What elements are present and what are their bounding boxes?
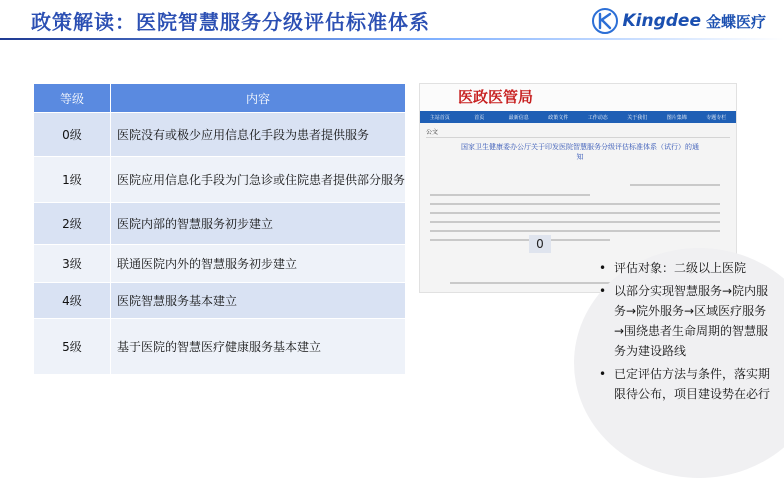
header-level: 等级 — [34, 84, 111, 113]
level-cell: 0级 — [34, 113, 111, 157]
doc-nav-item: 政策文件 — [548, 114, 569, 121]
level-cell: 4级 — [34, 283, 111, 319]
page-badge: 0 — [529, 235, 551, 253]
doc-text-line — [430, 203, 720, 205]
doc-text-line — [430, 212, 720, 214]
doc-nav-item: 主站首页 — [429, 114, 450, 121]
content-cell: 联通医院内外的智慧服务初步建立 — [111, 245, 406, 283]
doc-nav-item: 最新信息 — [508, 114, 529, 121]
doc-nav — [420, 111, 736, 123]
doc-text-line — [630, 184, 720, 186]
table-header-row — [34, 84, 406, 113]
doc-text-line — [430, 221, 720, 223]
content-cell: 医院没有或极少应用信息化手段为患者提供服务 — [111, 113, 406, 157]
kingdee-logo-icon — [592, 8, 618, 34]
table-row — [34, 283, 406, 319]
level-cell: 1级 — [34, 157, 111, 203]
logo-cn-text: 金蝶医疗 — [705, 12, 766, 31]
doc-header — [420, 84, 736, 111]
bullet-item: • 以部分实现智慧服务→院内服务→院外服务→区域医疗服务→围绕患者生命周期的智慧服务为建设路线 — [596, 281, 772, 361]
levels-table — [33, 83, 406, 375]
page-title: 政策解读：医院智慧服务分级评估标准体系 — [31, 10, 430, 34]
key-points — [596, 258, 772, 407]
doc-attachment-line — [450, 282, 620, 284]
content-cell: 医院智慧服务基本建立 — [111, 283, 406, 319]
doc-nav-item: 关于我们 — [627, 114, 648, 121]
table-row — [34, 203, 406, 245]
doc-nav-item: 专题专栏 — [706, 114, 727, 121]
table-row — [34, 245, 406, 283]
level-cell: 3级 — [34, 245, 111, 283]
doc-section-bar: 公文 — [426, 127, 730, 138]
content-cell: 医院内部的智慧服务初步建立 — [111, 203, 406, 245]
content-cell: 医院应用信息化手段为门急诊或住院患者提供部分服务 — [111, 157, 406, 203]
level-cell: 5级 — [34, 319, 111, 375]
doc-notice-title: 国家卫生健康委办公厅关于印发医院智慧服务分级评估标准体系（试行）的通知 — [461, 143, 699, 161]
table-row — [34, 113, 406, 157]
table-row — [34, 157, 406, 203]
doc-text-line — [430, 239, 610, 241]
content-cell: 基于医院的智慧医疗健康服务基本建立 — [111, 319, 406, 375]
logo-text: Kingdee — [622, 11, 701, 31]
kingdee-logo — [592, 8, 766, 34]
bullet-item: • 评估对象：二级以上医院 — [596, 258, 772, 278]
doc-text-line — [430, 230, 720, 232]
bullet-item: • 已定评估方法与条件，落实期限待公布，项目建设势在必行 — [596, 364, 772, 404]
doc-text-line — [430, 194, 590, 196]
header-rule — [0, 38, 784, 40]
doc-logo: 医政医管局 — [458, 88, 534, 106]
level-cell: 2级 — [34, 203, 111, 245]
header-content: 内容 — [111, 84, 406, 113]
table-row — [34, 319, 406, 375]
doc-nav-item: 工作动态 — [587, 114, 608, 121]
doc-nav-item: 图片集锦 — [666, 114, 687, 121]
doc-nav-item: 首页 — [474, 114, 485, 121]
